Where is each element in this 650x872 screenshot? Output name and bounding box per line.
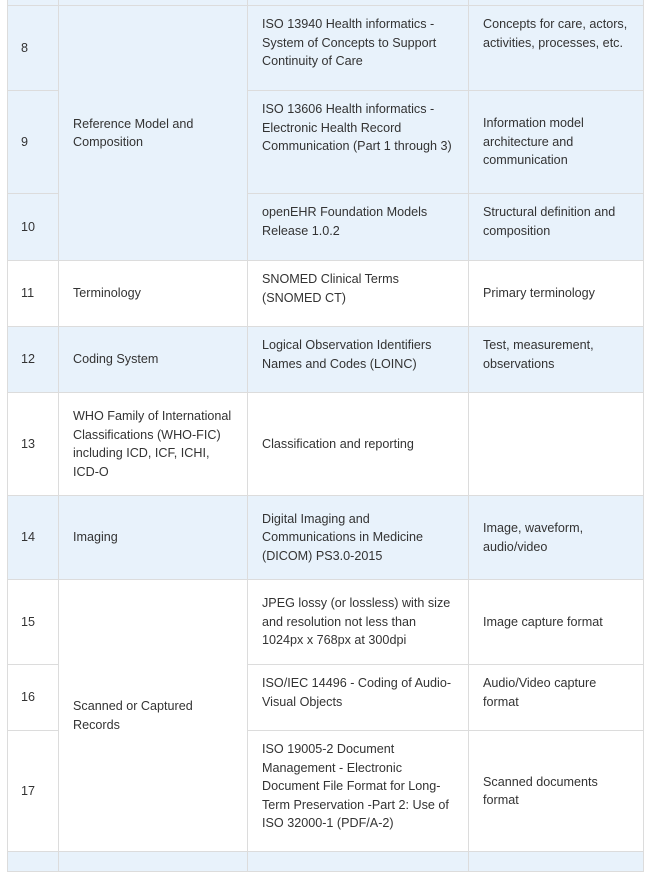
purpose-cell: Audio/Video capture format [469,665,644,731]
category-cell: Imaging [59,496,248,580]
standard-cell: Classification and reporting [248,393,469,496]
category-cell: WHO Family of International Classifications (WHO-FIC) including ICD, ICF, ICHI, ICD-O [59,393,248,496]
row-number: 13 [8,393,59,496]
purpose-cell: Concepts for care, actors, activities, processes, etc. [469,6,644,91]
standard-cell: openEHR Foundation Models Release 1.0.2 [248,194,469,261]
row-number: 16 [8,665,59,731]
purpose-cell: Test, measurement, observations [469,327,644,393]
standard-cell: JPEG lossy (or lossless) with size and resolution not less than 1024px x 768px at 300dpi [248,580,469,665]
category-cell: Scanned or Captured Records [59,580,248,852]
purpose-cell: Primary terminology [469,261,644,327]
category-cell: Coding System [59,327,248,393]
row-number: 8 [8,6,59,91]
purpose-cell: Information model architecture and communication [469,91,644,194]
standards-table [7,0,644,872]
table-row [8,327,644,393]
row-number: 17 [8,731,59,852]
purpose-cell: Image capture format [469,580,644,665]
standard-cell: ISO/IEC 14496 - Coding of Audio-Visual Objects [248,665,469,731]
row-number: 9 [8,91,59,194]
table-row [8,261,644,327]
row-number: 14 [8,496,59,580]
row-number: 12 [8,327,59,393]
standard-cell: ISO 13940 Health informatics - System of Concepts to Support Continuity of Care [248,6,469,91]
table-row [8,6,644,91]
standard-cell: Digital Imaging and Communications in Medicine (DICOM) PS3.0-2015 [248,496,469,580]
standard-cell: SNOMED Clinical Terms (SNOMED CT) [248,261,469,327]
standard-cell: ISO 19005-2 Document Management - Electronic Document File Format for Long-Term Preservation -Part 2: Use of ISO 32000-1 (PDF/A-2) [248,731,469,852]
table-row [8,496,644,580]
purpose-cell [469,393,644,496]
row-number: 10 [8,194,59,261]
row-number: 11 [8,261,59,327]
standard-cell: ISO 13606 Health informatics - Electronic Health Record Communication (Part 1 through 3) [248,91,469,194]
category-cell: Terminology [59,261,248,327]
row-number: 15 [8,580,59,665]
table-row [8,580,644,665]
purpose-cell: Structural definition and composition [469,194,644,261]
standard-cell: Logical Observation Identifiers Names and Codes (LOINC) [248,327,469,393]
purpose-cell: Scanned documents format [469,731,644,852]
table-row [8,393,644,496]
category-cell: Reference Model and Composition [59,6,248,261]
purpose-cell: Image, waveform, audio/video [469,496,644,580]
